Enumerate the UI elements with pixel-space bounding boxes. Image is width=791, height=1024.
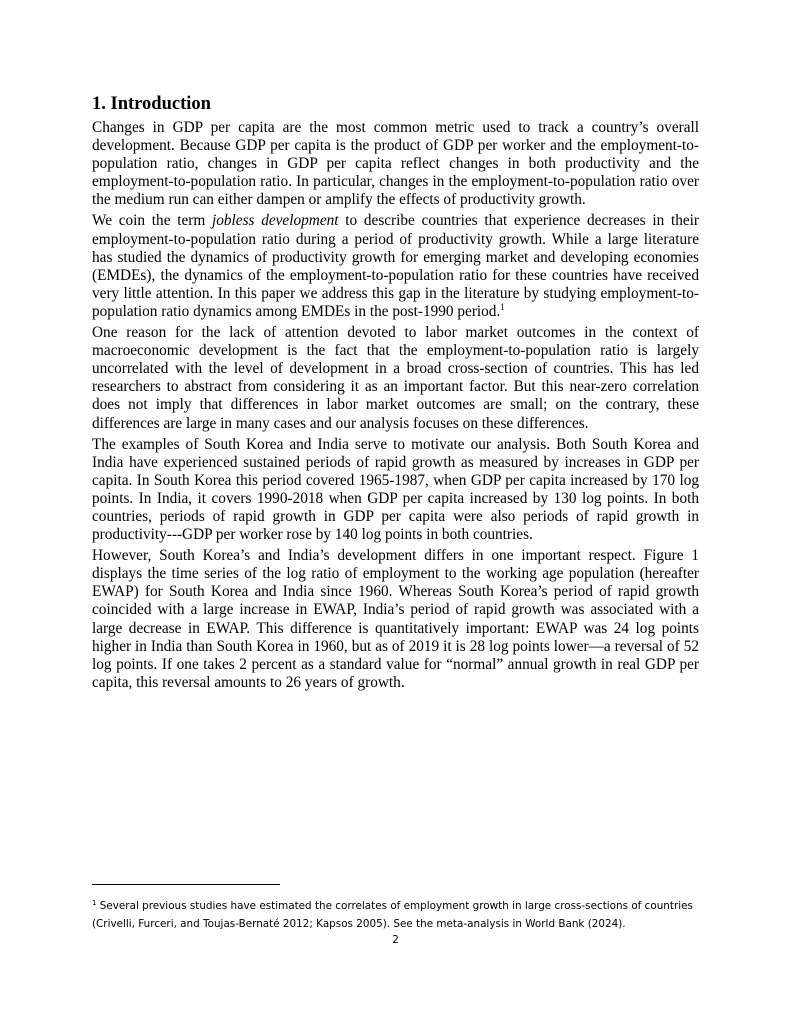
page-number: 2 bbox=[392, 934, 399, 946]
footnote-line-1 bbox=[92, 897, 704, 915]
paragraph-4: The examples of South Korea and India serve to motivate our analysis. Both South Korea and India have experienced sustained periods of rapid growth as measured by increases in GDP per capita. In South Korea this period covered 1965-1987, when GDP per capita increased by 170 log points. In India, it covers 1990-2018 when GDP per capita increased by 130 log points. In both countries, periods of rapid growth in GDP per capita were also periods of rapid growth in productivity---GDP per worker rose by 140 log points in both countries. bbox=[92, 435, 699, 544]
body-text bbox=[92, 119, 699, 695]
paragraph-1: Changes in GDP per capita are the most common metric used to track a country’s overall development. Because GDP per capita is the product of GDP per worker and the employment-to-population ratio, changes in GDP per capita reflect changes in both productivity and the employment-to-population ratio. In particular, changes in the employment-to-population ratio over the medium run can either dampen or amplify the effects of productivity growth. bbox=[92, 119, 699, 209]
paragraph-2-text-end: to describe countries that experience decreases in their employment-to-population ratio during a period of productivity growth. While a large literature has studied the dynamics of productivity growth for emerging market and developing economies (EMDEs), the dynamics of the employment-to-population ratio for these countries have received very little attention. In this paper we address this gap in the literature by studying employment-to-population ratio dynamics among EMDEs in the post-1990 period. bbox=[92, 212, 699, 320]
paragraph-3: One reason for the lack of attention devoted to labor market outcomes in the context of macroeconomic development is the fact that the employment-to-population ratio is largely uncorrelated with the level of development in a broad cross-section of countries. This has led researchers to abstract from considering it as an important factor. But this near-zero correlation does not imply that differences in labor market outcomes are small; on the contrary, these differences are large in many cases and our analysis focuses on these differences. bbox=[92, 324, 699, 432]
footnote-reference[interactable]: 1 bbox=[500, 301, 505, 312]
footnote-text-line-1: Several previous studies have estimated the correlates of employment growth in large cross-sections of countries bbox=[96, 900, 693, 912]
footnote-line-2: (Crivelli, Furceri, and Toujas-Bernaté 2012; Kapsos 2005). See the meta-analysis in World Bank (2024). bbox=[92, 918, 626, 930]
paragraph-5: However, South Korea’s and India’s development differs in one important respect. Figure 1 displays the time series of the log ratio of employment to the working age population (hereafter EWAP) for South Korea and India since 1960. Whereas South Korea’s period of rapid growth coincided with a large increase in EWAP, India’s period of rapid growth was associated with a large decrease in EWAP. This difference is quantitatively important: EWAP was 24 log points higher in India than South Korea in 1960, but as of 2019 it is 28 log points lower—a reversal of 52 log points. If one takes 2 percent as a standard value for “normal” annual growth in real GDP per capita, this reversal amounts to 26 years of growth. bbox=[92, 547, 699, 691]
emphasized-term: jobless development bbox=[211, 212, 339, 230]
footnote bbox=[92, 897, 704, 933]
paragraph-2-text-start: We coin the term bbox=[92, 212, 212, 230]
section-heading: 1. Introduction bbox=[92, 94, 211, 114]
footnote-marker: 1 bbox=[92, 899, 97, 907]
footnote-separator bbox=[92, 884, 280, 885]
paragraph-2 bbox=[92, 212, 699, 321]
